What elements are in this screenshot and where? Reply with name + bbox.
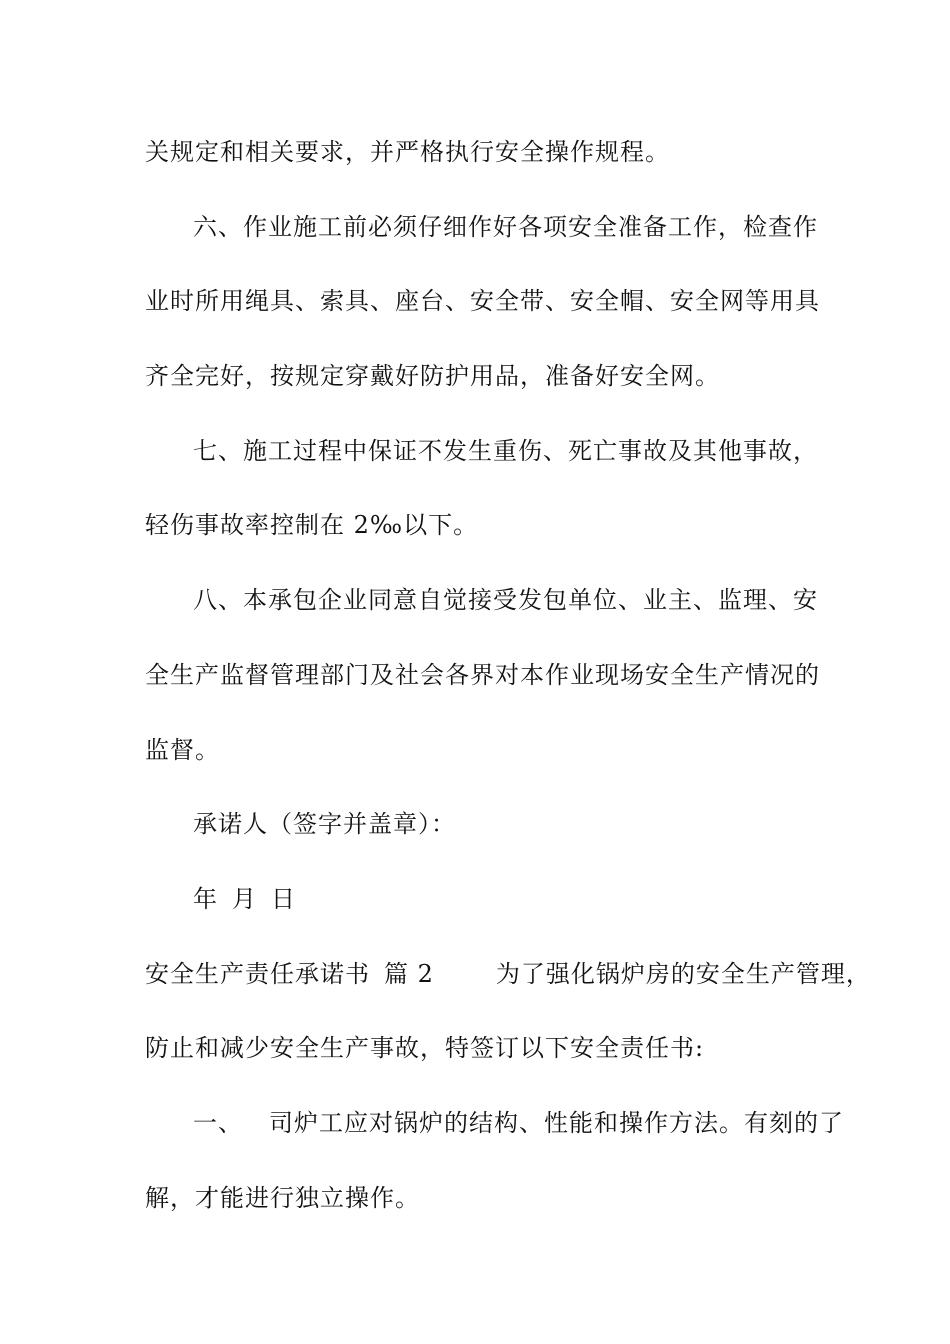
paragraph-line: 解，才能进行独立操作。 bbox=[145, 1183, 420, 1212]
paragraph-line: 齐全完好，按规定穿戴好防护用品，准备好安全网。 bbox=[145, 362, 720, 391]
section-part: 篇 2 bbox=[384, 959, 434, 988]
date-year: 年 bbox=[193, 884, 218, 913]
paragraph-line: 轻伤事故率控制在 2‰以下。 bbox=[145, 511, 479, 540]
paragraph-line: 监督。 bbox=[145, 735, 220, 764]
item-one-line bbox=[145, 1101, 844, 1176]
signature-line: 承诺人（签字并盖章）： bbox=[193, 810, 456, 839]
paragraph-line: 业时所用绳具、索具、座台、安全带、安全帽、安全网等用具 bbox=[145, 287, 820, 316]
date-line bbox=[145, 877, 810, 952]
paragraph-line: 七、施工过程中保证不发生重伤、死亡事故及其他事故， bbox=[193, 436, 818, 465]
paragraph-line: 关规定和相关要求，并严格执行安全操作规程。 bbox=[145, 138, 670, 166]
section-title: 安全生产责任承诺书 bbox=[145, 959, 370, 988]
item-number: 一、 bbox=[193, 1108, 243, 1137]
section-heading-line bbox=[145, 952, 871, 1027]
paragraph-line: 八、本承包企业同意自觉接受发包单位、业主、监理、安 bbox=[193, 586, 818, 615]
item-text: 司炉工应对锅炉的结构、性能和操作方法。有刻的了 bbox=[269, 1108, 844, 1137]
date-month: 月 bbox=[232, 884, 257, 913]
paragraph-line: 六、作业施工前必须仔细作好各项安全准备工作，检查作 bbox=[193, 212, 818, 241]
section-lead: 为了强化锅炉房的安全生产管理， bbox=[495, 959, 871, 988]
document-body bbox=[145, 130, 871, 1250]
date-day: 日 bbox=[271, 884, 296, 913]
paragraph-line: 防止和减少安全生产事故，特签订以下安全责任书: bbox=[145, 1034, 705, 1063]
paragraph-line: 全生产监督管理部门及社会各界对本作业现场安全生产情况的 bbox=[145, 660, 820, 689]
